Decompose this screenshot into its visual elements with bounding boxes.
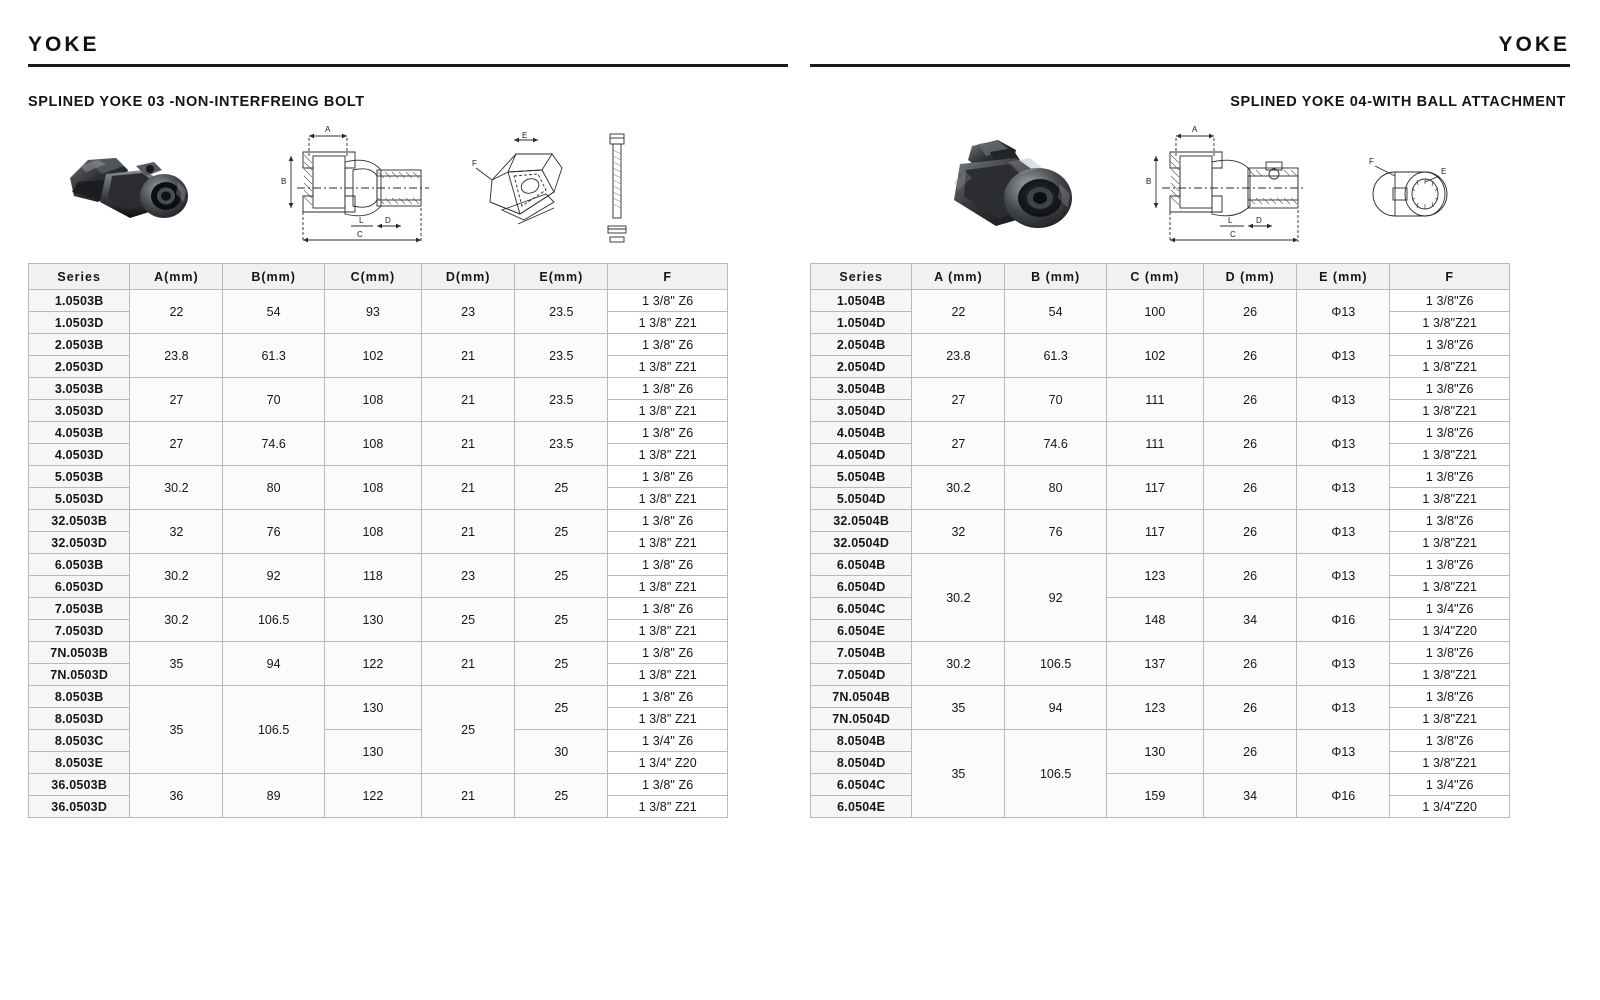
- svg-text:A: A: [325, 125, 331, 134]
- cell-series: 8.0503D: [29, 708, 130, 730]
- cell-a: 36: [130, 774, 223, 818]
- cell-a: 35: [912, 730, 1005, 818]
- cell-f: 1 3/8" Z21: [608, 532, 728, 554]
- cell-series: 7.0503D: [29, 620, 130, 642]
- cell-d: 21: [422, 378, 515, 422]
- cell-f: 1 3/8"Z21: [1390, 312, 1510, 334]
- table-row: [29, 334, 728, 356]
- table-row: [29, 466, 728, 488]
- cell-b: 106.5: [223, 598, 324, 642]
- cell-series: 36.0503B: [29, 774, 130, 796]
- cell-c: 130: [324, 730, 421, 774]
- cell-e: 30: [515, 730, 608, 774]
- cell-series: 5.0503D: [29, 488, 130, 510]
- cell-b: 92: [223, 554, 324, 598]
- cell-e: 25: [515, 598, 608, 642]
- cell-a: 35: [912, 686, 1005, 730]
- cell-c: 93: [324, 290, 421, 334]
- cell-d: 26: [1204, 554, 1297, 598]
- svg-text:A: A: [1192, 125, 1198, 134]
- cell-b: 61.3: [223, 334, 324, 378]
- cell-series: 6.0504C: [811, 774, 912, 796]
- cell-e: 23.5: [515, 334, 608, 378]
- cell-c: 118: [324, 554, 421, 598]
- cell-c: 123: [1106, 554, 1203, 598]
- cell-c: 130: [324, 686, 421, 730]
- cell-f: 1 3/8" Z6: [608, 466, 728, 488]
- cell-f: 1 3/8"Z6: [1390, 730, 1510, 752]
- cell-b: 70: [1005, 378, 1106, 422]
- cell-series: 8.0504B: [811, 730, 912, 752]
- cell-series: 1.0503D: [29, 312, 130, 334]
- col-e: E(mm): [515, 264, 608, 290]
- svg-text:E: E: [1441, 167, 1447, 176]
- cell-d: 23: [422, 554, 515, 598]
- cell-a: 27: [130, 422, 223, 466]
- cell-series: 6.0504B: [811, 554, 912, 576]
- cell-f: 1 3/8" Z6: [608, 510, 728, 532]
- cell-e: Φ13: [1297, 378, 1390, 422]
- table-row: [29, 774, 728, 796]
- cell-f: 1 3/8" Z6: [608, 422, 728, 444]
- cell-series: 4.0503D: [29, 444, 130, 466]
- cell-d: 26: [1204, 642, 1297, 686]
- cell-f: 1 3/8"Z21: [1390, 576, 1510, 598]
- cell-f: 1 3/8"Z21: [1390, 752, 1510, 774]
- spec-table-right: [810, 263, 1510, 818]
- cell-d: 21: [422, 422, 515, 466]
- cell-a: 30.2: [912, 554, 1005, 642]
- table-row: [811, 510, 1510, 532]
- cell-e: 25: [515, 554, 608, 598]
- cell-f: 1 3/4"Z6: [1390, 598, 1510, 620]
- cell-c: 111: [1106, 422, 1203, 466]
- cell-b: 80: [223, 466, 324, 510]
- cell-d: 26: [1204, 422, 1297, 466]
- cell-f: 1 3/8" Z21: [608, 708, 728, 730]
- svg-text:B: B: [281, 177, 287, 186]
- cell-b: 74.6: [1005, 422, 1106, 466]
- cell-a: 27: [130, 378, 223, 422]
- cell-f: 1 3/8" Z21: [608, 664, 728, 686]
- cell-e: Φ13: [1297, 422, 1390, 466]
- cell-c: 108: [324, 510, 421, 554]
- col-f: F: [1390, 264, 1510, 290]
- cell-e: Φ13: [1297, 686, 1390, 730]
- brand-label: YOKE: [1498, 33, 1570, 56]
- cell-b: 70: [223, 378, 324, 422]
- cell-b: 94: [223, 642, 324, 686]
- cell-series: 7N.0504D: [811, 708, 912, 730]
- cell-f: 1 3/4"Z20: [1390, 796, 1510, 818]
- table-header-row: [29, 264, 728, 290]
- cell-a: 30.2: [912, 466, 1005, 510]
- cell-a: 35: [130, 642, 223, 686]
- cell-f: 1 3/4" Z20: [608, 752, 728, 774]
- cell-c: 123: [1106, 686, 1203, 730]
- cell-f: 1 3/8" Z6: [608, 774, 728, 796]
- cell-series: 7.0504B: [811, 642, 912, 664]
- cell-f: 1 3/8"Z6: [1390, 290, 1510, 312]
- cell-b: 106.5: [1005, 730, 1106, 818]
- cell-f: 1 3/8"Z6: [1390, 334, 1510, 356]
- cell-series: 32.0504B: [811, 510, 912, 532]
- panel-header-right: [810, 32, 1570, 78]
- brand-label: YOKE: [28, 33, 100, 56]
- cell-f: 1 3/8" Z6: [608, 334, 728, 356]
- cell-e: Φ13: [1297, 290, 1390, 334]
- table-row: [811, 554, 1510, 576]
- svg-text:E: E: [522, 131, 528, 140]
- cell-a: 35: [130, 686, 223, 774]
- section-title-left: SPLINED YOKE 03 -NON-INTERFREING BOLT: [28, 94, 365, 110]
- cell-e: Φ13: [1297, 510, 1390, 554]
- cell-series: 7N.0503B: [29, 642, 130, 664]
- cell-series: 5.0504B: [811, 466, 912, 488]
- cell-f: 1 3/8" Z21: [608, 488, 728, 510]
- cell-series: 3.0503D: [29, 400, 130, 422]
- cell-f: 1 3/8"Z6: [1390, 510, 1510, 532]
- cell-f: 1 3/8" Z21: [608, 400, 728, 422]
- cell-d: 21: [422, 466, 515, 510]
- cell-d: 25: [422, 686, 515, 774]
- cell-c: 100: [1106, 290, 1203, 334]
- cell-c: 111: [1106, 378, 1203, 422]
- cell-series: 32.0503D: [29, 532, 130, 554]
- col-d: D (mm): [1204, 264, 1297, 290]
- cell-series: 2.0503B: [29, 334, 130, 356]
- table-row: [811, 290, 1510, 312]
- table-row: [29, 290, 728, 312]
- cell-a: 27: [912, 422, 1005, 466]
- cell-series: 1.0504B: [811, 290, 912, 312]
- cell-f: 1 3/8"Z6: [1390, 378, 1510, 400]
- cell-series: 4.0504B: [811, 422, 912, 444]
- cell-e: Φ13: [1297, 642, 1390, 686]
- cell-f: 1 3/8"Z6: [1390, 466, 1510, 488]
- cell-series: 6.0504C: [811, 598, 912, 620]
- cell-series: 5.0504D: [811, 488, 912, 510]
- cell-f: 1 3/8" Z21: [608, 576, 728, 598]
- table-row: [29, 510, 728, 532]
- cell-a: 32: [912, 510, 1005, 554]
- cell-f: 1 3/4"Z20: [1390, 620, 1510, 642]
- cell-series: 8.0503C: [29, 730, 130, 752]
- cell-c: 117: [1106, 510, 1203, 554]
- table-row: [811, 642, 1510, 664]
- cell-b: 61.3: [1005, 334, 1106, 378]
- col-a: A(mm): [130, 264, 223, 290]
- cell-c: 122: [324, 642, 421, 686]
- cell-e: Φ13: [1297, 466, 1390, 510]
- photo-splined-yoke-03: [58, 130, 218, 250]
- cell-b: 54: [1005, 290, 1106, 334]
- cell-a: 22: [912, 290, 1005, 334]
- cell-series: 6.0503D: [29, 576, 130, 598]
- cell-f: 1 3/8"Z21: [1390, 708, 1510, 730]
- cell-f: 1 3/8"Z6: [1390, 642, 1510, 664]
- table-row: [811, 730, 1510, 752]
- cell-d: 25: [422, 598, 515, 642]
- cell-d: 21: [422, 334, 515, 378]
- cell-d: 21: [422, 642, 515, 686]
- cell-d: 34: [1204, 598, 1297, 642]
- cell-c: 108: [324, 466, 421, 510]
- col-e: E (mm): [1297, 264, 1390, 290]
- col-series: Series: [29, 264, 130, 290]
- table-body-left: [29, 290, 728, 818]
- col-f: F: [608, 264, 728, 290]
- cell-a: 30.2: [130, 554, 223, 598]
- table-row: [29, 598, 728, 620]
- cell-e: Φ13: [1297, 554, 1390, 598]
- cell-d: 26: [1204, 686, 1297, 730]
- cell-series: 1.0504D: [811, 312, 912, 334]
- cell-e: 23.5: [515, 290, 608, 334]
- table-row: [811, 334, 1510, 356]
- svg-text:L: L: [1228, 216, 1233, 225]
- drawing-side-section-left: [273, 122, 433, 250]
- cell-e: Φ13: [1297, 334, 1390, 378]
- panel-splined-yoke-04: [810, 0, 1570, 1000]
- svg-text:C: C: [1230, 230, 1236, 239]
- svg-text:C: C: [357, 230, 363, 239]
- cell-d: 26: [1204, 334, 1297, 378]
- drawing-end-view-right: [1355, 138, 1465, 234]
- figure-strip-left: [28, 118, 788, 253]
- cell-f: 1 3/8" Z21: [608, 444, 728, 466]
- col-b: B(mm): [223, 264, 324, 290]
- table-row: [811, 422, 1510, 444]
- svg-text:D: D: [1256, 216, 1262, 225]
- cell-b: 76: [1005, 510, 1106, 554]
- cell-a: 30.2: [130, 598, 223, 642]
- cell-d: 21: [422, 774, 515, 818]
- cell-f: 1 3/8"Z6: [1390, 422, 1510, 444]
- table-body-right: [811, 290, 1510, 818]
- cell-c: 130: [324, 598, 421, 642]
- cell-f: 1 3/8" Z21: [608, 356, 728, 378]
- col-series: Series: [811, 264, 912, 290]
- cell-f: 1 3/8" Z21: [608, 620, 728, 642]
- cell-f: 1 3/8"Z6: [1390, 554, 1510, 576]
- cell-b: 94: [1005, 686, 1106, 730]
- cell-b: 89: [223, 774, 324, 818]
- col-d: D(mm): [422, 264, 515, 290]
- table-row: [811, 378, 1510, 400]
- col-a: A (mm): [912, 264, 1005, 290]
- cell-f: 1 3/8" Z6: [608, 554, 728, 576]
- table-row: [811, 686, 1510, 708]
- figure-strip-right: [810, 118, 1570, 253]
- table-header-row: [811, 264, 1510, 290]
- cell-f: 1 3/8"Z6: [1390, 686, 1510, 708]
- cell-f: 1 3/8"Z21: [1390, 444, 1510, 466]
- cell-b: 74.6: [223, 422, 324, 466]
- cell-c: 117: [1106, 466, 1203, 510]
- cell-series: 5.0503B: [29, 466, 130, 488]
- cell-c: 130: [1106, 730, 1203, 774]
- header-divider: [810, 64, 1570, 67]
- cell-series: 6.0504E: [811, 620, 912, 642]
- cell-e: 25: [515, 774, 608, 818]
- cell-d: 26: [1204, 466, 1297, 510]
- cell-b: 76: [223, 510, 324, 554]
- cell-c: 108: [324, 378, 421, 422]
- panel-header-left: [28, 32, 788, 78]
- svg-text:F: F: [472, 159, 477, 168]
- cell-f: 1 3/8" Z6: [608, 598, 728, 620]
- cell-a: 32: [130, 510, 223, 554]
- cell-series: 6.0504E: [811, 796, 912, 818]
- cell-f: 1 3/8"Z21: [1390, 488, 1510, 510]
- cell-e: 25: [515, 642, 608, 686]
- header-divider: [28, 64, 788, 67]
- cell-d: 26: [1204, 290, 1297, 334]
- table-row: [29, 642, 728, 664]
- cell-e: 25: [515, 466, 608, 510]
- cell-e: 25: [515, 686, 608, 730]
- cell-series: 32.0504D: [811, 532, 912, 554]
- table-row: [29, 422, 728, 444]
- cell-e: 25: [515, 510, 608, 554]
- cell-series: 8.0503E: [29, 752, 130, 774]
- cell-e: Φ16: [1297, 774, 1390, 818]
- cell-f: 1 3/4" Z6: [608, 730, 728, 752]
- cell-c: 102: [1106, 334, 1203, 378]
- cell-series: 7.0504D: [811, 664, 912, 686]
- cell-c: 137: [1106, 642, 1203, 686]
- cell-c: 108: [324, 422, 421, 466]
- svg-text:F: F: [1369, 157, 1374, 166]
- cell-d: 26: [1204, 510, 1297, 554]
- cell-c: 122: [324, 774, 421, 818]
- cell-series: 2.0503D: [29, 356, 130, 378]
- cell-f: 1 3/8" Z21: [608, 312, 728, 334]
- cell-series: 2.0504B: [811, 334, 912, 356]
- cell-e: 23.5: [515, 378, 608, 422]
- cell-a: 30.2: [130, 466, 223, 510]
- table-row: [811, 466, 1510, 488]
- panel-splined-yoke-03: [28, 0, 788, 1000]
- cell-series: 6.0504D: [811, 576, 912, 598]
- cell-e: Φ16: [1297, 598, 1390, 642]
- cell-f: 1 3/8"Z21: [1390, 400, 1510, 422]
- cell-series: 7N.0504B: [811, 686, 912, 708]
- cell-series: 3.0504D: [811, 400, 912, 422]
- cell-series: 32.0503B: [29, 510, 130, 532]
- cell-series: 7N.0503D: [29, 664, 130, 686]
- cell-series: 3.0503B: [29, 378, 130, 400]
- cell-f: 1 3/4"Z6: [1390, 774, 1510, 796]
- cell-d: 21: [422, 510, 515, 554]
- photo-splined-yoke-04: [920, 128, 1100, 251]
- cell-d: 23: [422, 290, 515, 334]
- cell-b: 106.5: [1005, 642, 1106, 686]
- cell-series: 8.0504D: [811, 752, 912, 774]
- cell-series: 7.0503B: [29, 598, 130, 620]
- cell-a: 30.2: [912, 642, 1005, 686]
- cell-c: 159: [1106, 774, 1203, 818]
- cell-series: 8.0503B: [29, 686, 130, 708]
- cell-b: 92: [1005, 554, 1106, 642]
- cell-a: 23.8: [130, 334, 223, 378]
- section-title-right: SPLINED YOKE 04-WITH BALL ATTACHMENT: [1230, 94, 1566, 110]
- col-c: C(mm): [324, 264, 421, 290]
- cell-c: 102: [324, 334, 421, 378]
- cell-f: 1 3/8" Z21: [608, 796, 728, 818]
- table-row: [29, 554, 728, 576]
- cell-b: 80: [1005, 466, 1106, 510]
- cell-series: 1.0503B: [29, 290, 130, 312]
- cell-f: 1 3/8" Z6: [608, 378, 728, 400]
- cell-d: 34: [1204, 774, 1297, 818]
- cell-d: 26: [1204, 378, 1297, 422]
- cell-series: 6.0503B: [29, 554, 130, 576]
- cell-b: 54: [223, 290, 324, 334]
- table-row: [29, 686, 728, 708]
- cell-b: 106.5: [223, 686, 324, 774]
- cell-f: 1 3/8" Z6: [608, 686, 728, 708]
- svg-text:L: L: [359, 216, 364, 225]
- cell-a: 23.8: [912, 334, 1005, 378]
- cell-e: Φ13: [1297, 730, 1390, 774]
- cell-series: 4.0504D: [811, 444, 912, 466]
- cell-d: 26: [1204, 730, 1297, 774]
- drawing-end-view-left: [458, 124, 578, 244]
- table-row: [29, 378, 728, 400]
- col-c: C (mm): [1106, 264, 1203, 290]
- cell-f: 1 3/8"Z21: [1390, 664, 1510, 686]
- cell-f: 1 3/8" Z6: [608, 642, 728, 664]
- cell-a: 27: [912, 378, 1005, 422]
- cell-e: 23.5: [515, 422, 608, 466]
- cell-c: 148: [1106, 598, 1203, 642]
- cell-series: 36.0503D: [29, 796, 130, 818]
- cell-a: 22: [130, 290, 223, 334]
- cell-f: 1 3/8"Z21: [1390, 356, 1510, 378]
- drawing-side-section-right: [1140, 122, 1310, 250]
- cell-series: 2.0504D: [811, 356, 912, 378]
- svg-text:D: D: [385, 216, 391, 225]
- col-b: B (mm): [1005, 264, 1106, 290]
- cell-series: 4.0503B: [29, 422, 130, 444]
- cell-series: 3.0504B: [811, 378, 912, 400]
- cell-f: 1 3/8"Z21: [1390, 532, 1510, 554]
- svg-text:B: B: [1146, 177, 1152, 186]
- cell-f: 1 3/8" Z6: [608, 290, 728, 312]
- spec-table-left: [28, 263, 728, 818]
- drawing-bolt-left: [588, 126, 648, 244]
